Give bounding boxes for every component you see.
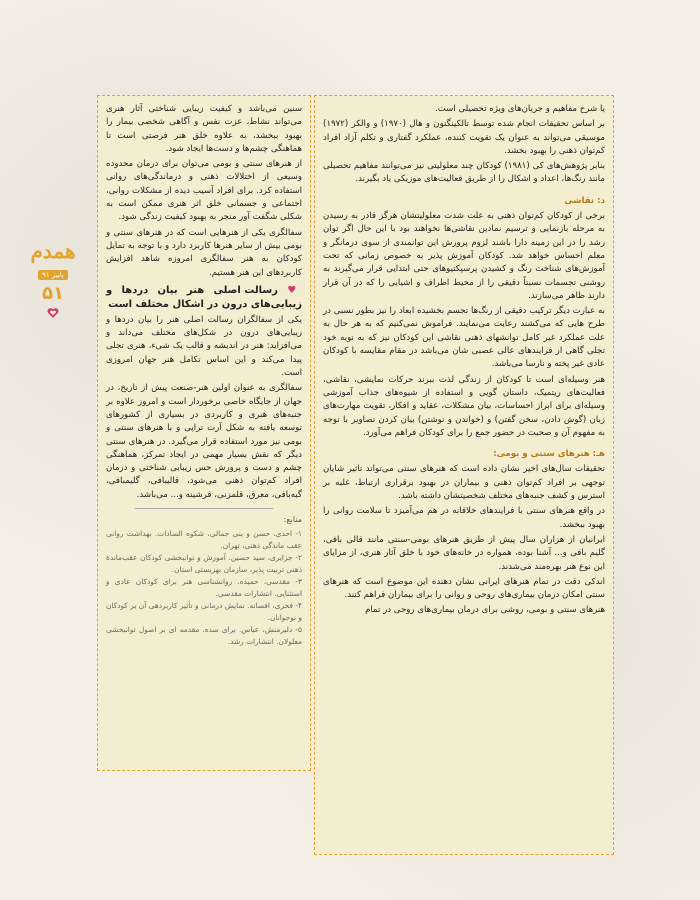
reference-item: ۵- دلبرمنش، عباس. برای سده. مقدمه ای بر اصول توانبخشی معلولان. انتشارات رشد. [106,625,302,647]
subheading [106,284,302,312]
references-list [106,528,302,648]
left-column [97,95,311,771]
paragraph: یا شرح مفاهیم و جریان‌های ویژه تحصیلی است. [435,104,605,114]
issue-label: پاییز ۹۱ [38,270,68,280]
section-heading-traditional-arts: هـ: هنرهای سنتی و بومی: [493,449,605,460]
reference-item: ۴- فخری، افسانه. نمایش درمانی و تأثیر کاربردهی آن بر کودکان و نوجوانان. [106,601,302,623]
heart-icon: ♥ [287,284,302,296]
reference-item: ۱- احدی، حسن و بنی جمالی، شکوه السادات. بهداشت روانی عقب ماندگی ذهنی، تهران. [106,529,302,551]
page-number: ۵۱ [42,283,64,304]
magazine-logo: همدم [30,239,76,263]
references-divider [135,508,272,509]
paragraph: یکی از سفالگران رسالت اصلی هنر را بیان دردها و زیبایی‌های درون در شکل‌های مختلف می‌داند و می‌افزاید: هنر در اندیشه و قالب یک شیء، هنری تجلی پیدا می‌کند و این اساس تکامل هنر جهان امروزی است. [106,314,302,379]
paragraph: به عبارت دیگر ترکیب دقیقی از رنگ‌ها تجسم بخشیده ابعاد را نیز بطور نسبی در طرح هایی که می‌کشند رعایت می‌نمایند. فراموش نمی‌کنیم که به هر حال به علت عملکرد غیر کامل توانشهای ذهنی نقاشی این کودکان نیز که به نوبه خود تجلی گاهی از فرایندهای عالی عصبی شان می‌باشد در مقام مقایسه با کودکان عادی غیر پخته و نارسا می‌باشد. [323,306,605,370]
paragraph: برخی از کودکان کم‌توان ذهنی به علت شدت معلولیتشان هرگز قادر به رسیدن به مرحله بازنمایی و ترسیم نمادین نقاشی‌ها نخواهند بود با این حال اگر توان رشد را در این زمینه دارا باشند لزوم پرورش این توانمندی از سوی درمانگر و معلم احساس خواهد شد. کودکان آموزش پذیر به خصوص زمانی که تحت آموزش‌های شناخت رنگ و کشیدن پرسپکتیوهای حتی ابتدایی قرار می‌گیرند به روشنی تجسمات نسبتاً دقیقی را از محیط اطراف و اشیایی را که در آن قرار دارند ظاهر می‌سازند. [323,211,605,301]
magazine-brand [28,240,78,320]
paragraph: بنابر پژوهش‌های کی (۱۹۸۱) کودکان چند معلولیتی نیز می‌توانند مفاهیم تحصیلی مانند رنگ‌ها، اعداد و اشکال را از طریق فعالیت‌های موزیکی یاد بگیرند. [323,161,605,185]
paragraph: در واقع هنرهای سنتی با فرایندهای خلاقانه در هم می‌آمیزد تا سلامت روانی را بهبود ببخشد. [323,506,605,530]
paragraph: سنین می‌باشد و کیفیت زیبایی شناختی آثار هنری می‌تواند نشاط، عزت نفس و آگاهی شخصی بیمار را بهبود ببخشد، به علاوه خلق هنر فرصتی است تا هماهنگی چشم‌ها و دست‌ها ایجاد شود. [106,104,302,154]
paragraph: هنر وسیله‌ای است تا کودکان از زندگی لذت ببرند حرکات نمایشی، نقاشی، فعالیت‌های ریتمیک، داستان گویی و استفاده از شیوه‌های جذاب آموزشی وسیله‌ای برای ابراز احساسات، بیان مشکلات، عقاید و افکار، تقویت مهارت‌های زبان (گوش دادن، سخن گفتن) و (خواندن و نوشتن) بیان کردن تصاویر با توجه به مفهوم آن و صحبت در حضور جمع را برای کودکان فراهم می‌آورد. [323,374,605,438]
paragraph: اندکی دقت در تمام هنرهای ایرانی نشان دهنده این موضوع است که هنرهای سنتی امکان درمان بیماری‌های روحی و روانی را برای بیماران فراهم کنند. [323,576,605,601]
references-title: منابع: [283,515,302,525]
paragraph: بر اساس تحقیقات انجام شده توسط تالکینگتون و هال (۱۹۷۰) و والکر (۱۹۷۲) موسیقی می‌تواند به عنوان یک تقویت کننده، عملکرد گفتاری و تکلم آزاد افراد کم‌توان ذهنی را بهبود بخشد. [323,119,605,156]
paragraph: سفالگری یکی از هنرهایی است که در هنرهای سنتی و بومی بیش از سایر هنرها کاربرد دارد و با توجه به تمایل کودکان به هنر سفالگری امروزه شاهد افزایش کاربردهای این هنر هستیم. [106,227,302,278]
paragraph: از هنرهای سنتی و بومی می‌توان برای درمان محدوده وسیعی از اختلالات ذهنی و درماندگی‌های روانی استفاده کرد. برای افراد آسیب دیده از مشکلات روانی، اجتماعی و جسمانی خلق اثر هنری ممکن است به شکلی شگفت آور منجر به بهبود کیفیت زندگی شود. [106,159,302,223]
subheading-text: رسالت اصلی هنر بیان دردها و زیبایی‌های درون در اشکال مختلف است [106,284,302,310]
paragraph: تحقیقات سال‌های اخیر نشان داده است که هنرهای سنتی می‌تواند تاثیر شایان توجهی بر افراد کم‌توان ذهنی و بیماران در بهبود برقراری ارتباط، غلبه بر استرس و کشف جنبه‌های مختلف شخصیتشان داشته باشد. [323,464,605,502]
right-column [314,95,614,855]
reference-item: ۳- مقدسی، حمیده. روانشناسی هنر برای کودکان عادی و استثنایی. انتشارات مقدسی. [106,577,302,599]
paragraph: سفالگری به عنوان اولین هنر-صنعت پیش از تاریخ، در جهان از جایگاه خاصی برخوردار است و امروز علاوه بر جنبه‌های هنری و کاربردی در بسیاری از کشورهای توسعه یافته به شکل آرت تراپی و با هنرهای سنتی و بومی نیز مورد استفاده قرار می‌گیرد. در هنرهای سنتی دیگر که نقش بسیار مهمی در ایجاد تمرکز، هماهنگی چشم و دست و پرورش حس زیبایی شناختی و درمان افراد کم‌توان ذهنی می‌شود، قالیبافی، گلیمبافی، گبه‌بافی، معرق، قلمزنی، فرشینه و... می‌باشد. [106,383,302,500]
reference-item: ۲- جزایری، سید حسین. آموزش و توانبخشی کودکان عقب‌ماندهٔ ذهنی تربیت پذیر، سازمان بهزیستی استان. [106,553,302,575]
section-heading-painting: د: نقاشی [564,195,605,206]
paragraph: هنرهای سنتی و بومی، روشی برای درمان بیماری‌های روحی در تمام [365,605,605,616]
heart-logo-icon [46,306,60,320]
paragraph: ایرانیان از هزاران سال پیش از طریق هنرهای بومی-سنتی مانند قالی بافی، گلیم بافی و... آشنا بوده، همواره در خانه‌های خود با خلق آثار هنری، از مزایای این نوع هنر بهره‌مند می‌شدند. [323,534,605,572]
